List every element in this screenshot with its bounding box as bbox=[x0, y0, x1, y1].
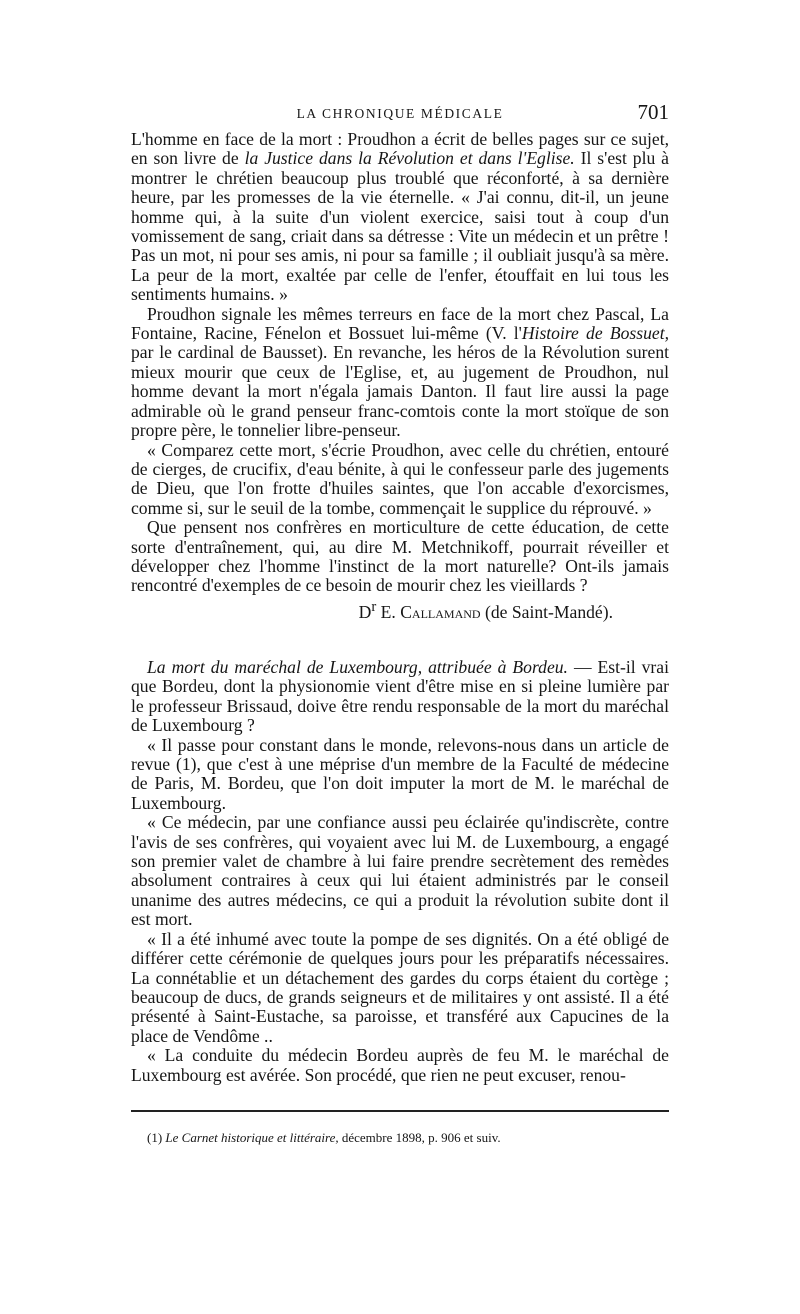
book-title: Histoire de Bossuet, bbox=[521, 323, 669, 344]
paragraph-text: — Est-il vrai que Bordeu, dont la physionomie vient d'être mise en si pleine lumière par le professeur Brissaud, doive être rendu responsable de la mort du maréchal de Luxembourg ? bbox=[131, 657, 669, 736]
footnote bbox=[147, 1130, 667, 1146]
paragraph-proudhon-death bbox=[131, 130, 669, 305]
page-number: 701 bbox=[637, 100, 669, 124]
paragraph-proudhon-quote: « Comparez cette mort, s'écrie Proudhon, avec celle du chrétien, entouré de cierges, de crucifix, d'eau bénite, à qui le confesseur parle des jugements de Dieu, que l'on frotte d'huiles saintes, que l'on accable d'exorcismes, comme si, sur le seuil de la tombe, commençait le supplice du réprouvé. » bbox=[131, 439, 669, 518]
author-signature bbox=[131, 598, 669, 622]
paragraph-text: Proudhon signale les mêmes terreurs en face de la mort chez Pascal, La Fontaine, Racine, Fénelon et Bossuet lui-même (V. l' bbox=[131, 303, 669, 344]
footnote-source-detail: décembre 1898, p. 906 et suiv. bbox=[338, 1130, 501, 1145]
paragraph-text: par le cardinal de Bausset). En revanche, les héros de la Révolution surent mieux mourir que ceux de l'Eglise, et, au jugement de Proudhon, nul homme devant la mort n'égala jamais Danton. Il faut lire aussi la page admirable où le grand penseur franc-comtois conte la mort stoïque de son propre père, le tonnelier libre-penseur. bbox=[131, 342, 669, 441]
paragraph-luxembourg-intro bbox=[131, 658, 669, 736]
section-heading: La mort du maréchal de Luxembourg, attribuée à Bordeu. bbox=[147, 657, 568, 678]
paragraph-luxembourg-burial: « Il a été inhumé avec toute la pompe de ses dignités. On a été obligé de différer cette cérémonie de quelques jours pour les préparatifs nécessaires. La connétablie et un détachement des gardes du corps étaient du cortège ; beaucoup de ducs, de grands seigneurs et de militaires y ont assisté. Il a été présenté à Saint-Eustache, sa paroisse, et transféré aux Capucines de la place de Vendôme .. bbox=[131, 928, 669, 1046]
signature-place: (de Saint-Mandé). bbox=[480, 601, 613, 622]
paragraph-proudhon-terrors bbox=[131, 305, 669, 441]
running-title: LA CHRONIQUE MÉDICALE bbox=[296, 106, 504, 121]
footnote-marker: (1) bbox=[147, 1130, 166, 1145]
paragraph-text: Il s'est plu à montrer le chrétien beaucoup plus troublé que réconforté, à sa dernière heure, par les promesses de la vie éternelle. « J'ai connu, dit-il, un jeune homme qui, à la suite d'un violent exercice, saisi tout à coup d'un vomissement de sang, criait dans sa détresse : Vite un médecin et un prêtre ! Pas un mot, ni pour ses amis, ni pour sa famille ; il oubliait jusqu'à sa mère. La peur de la mort, exaltée par celle de l'enfer, étouffait en lui tous les sentiments humains. » bbox=[131, 148, 669, 305]
footnote-divider bbox=[131, 1110, 669, 1112]
paragraph-luxembourg-rumor: « Il passe pour constant dans le monde, relevons-nous dans un article de revue (1), que c'est à une méprise d'un membre de la Faculté de médecine de Paris, M. Bordeu, que l'on doit imputer la mort de M. le maréchal de Luxembourg. bbox=[131, 734, 669, 813]
book-title: la Justice dans la Révolution et dans l'Eglise. bbox=[244, 148, 575, 169]
signature-name: Callamand bbox=[400, 601, 481, 622]
paragraph-question: Que pensent nos confrères en morticulture de cette éducation, de cette sorte d'entraînement, qui, au dire M. Metchnikoff, pourrait réveiller et développer chez l'homme l'instinct de la mort naturelle? Ont-ils jamais rencontré d'exemples de ce besoin de mourir chez les vieillards ? bbox=[131, 517, 669, 596]
signature-title-sup: r bbox=[371, 598, 377, 615]
running-header bbox=[131, 100, 669, 126]
signature-title: D bbox=[358, 601, 372, 622]
paragraph-text: L'homme en face de la mort : Proudhon a écrit de belles pages sur ce sujet, en son livre de bbox=[131, 129, 669, 169]
signature-initial: E. bbox=[376, 601, 401, 622]
body-text bbox=[131, 130, 669, 1085]
paragraph-luxembourg-conduct: « La conduite du médecin Bordeu auprès de feu M. le maréchal de Luxembourg est avérée. Son procédé, que rien ne peut excuser, renou- bbox=[131, 1045, 669, 1085]
footnote-source-title: Le Carnet historique et littéraire, bbox=[165, 1130, 339, 1145]
paragraph-luxembourg-doctor: « Ce médecin, par une confiance aussi peu éclairée qu'indiscrète, contre l'avis de ses confrères, qui voyaient avec lui M. de Luxembourg, a engagé son premier valet de chambre à lui faire prendre secrètement des remèdes absolument contraires à ceux qui lui étaient administrés par le conseil unanime des autres médecins, ce qui a produit la révolution subite dont il est mort. bbox=[131, 812, 669, 930]
